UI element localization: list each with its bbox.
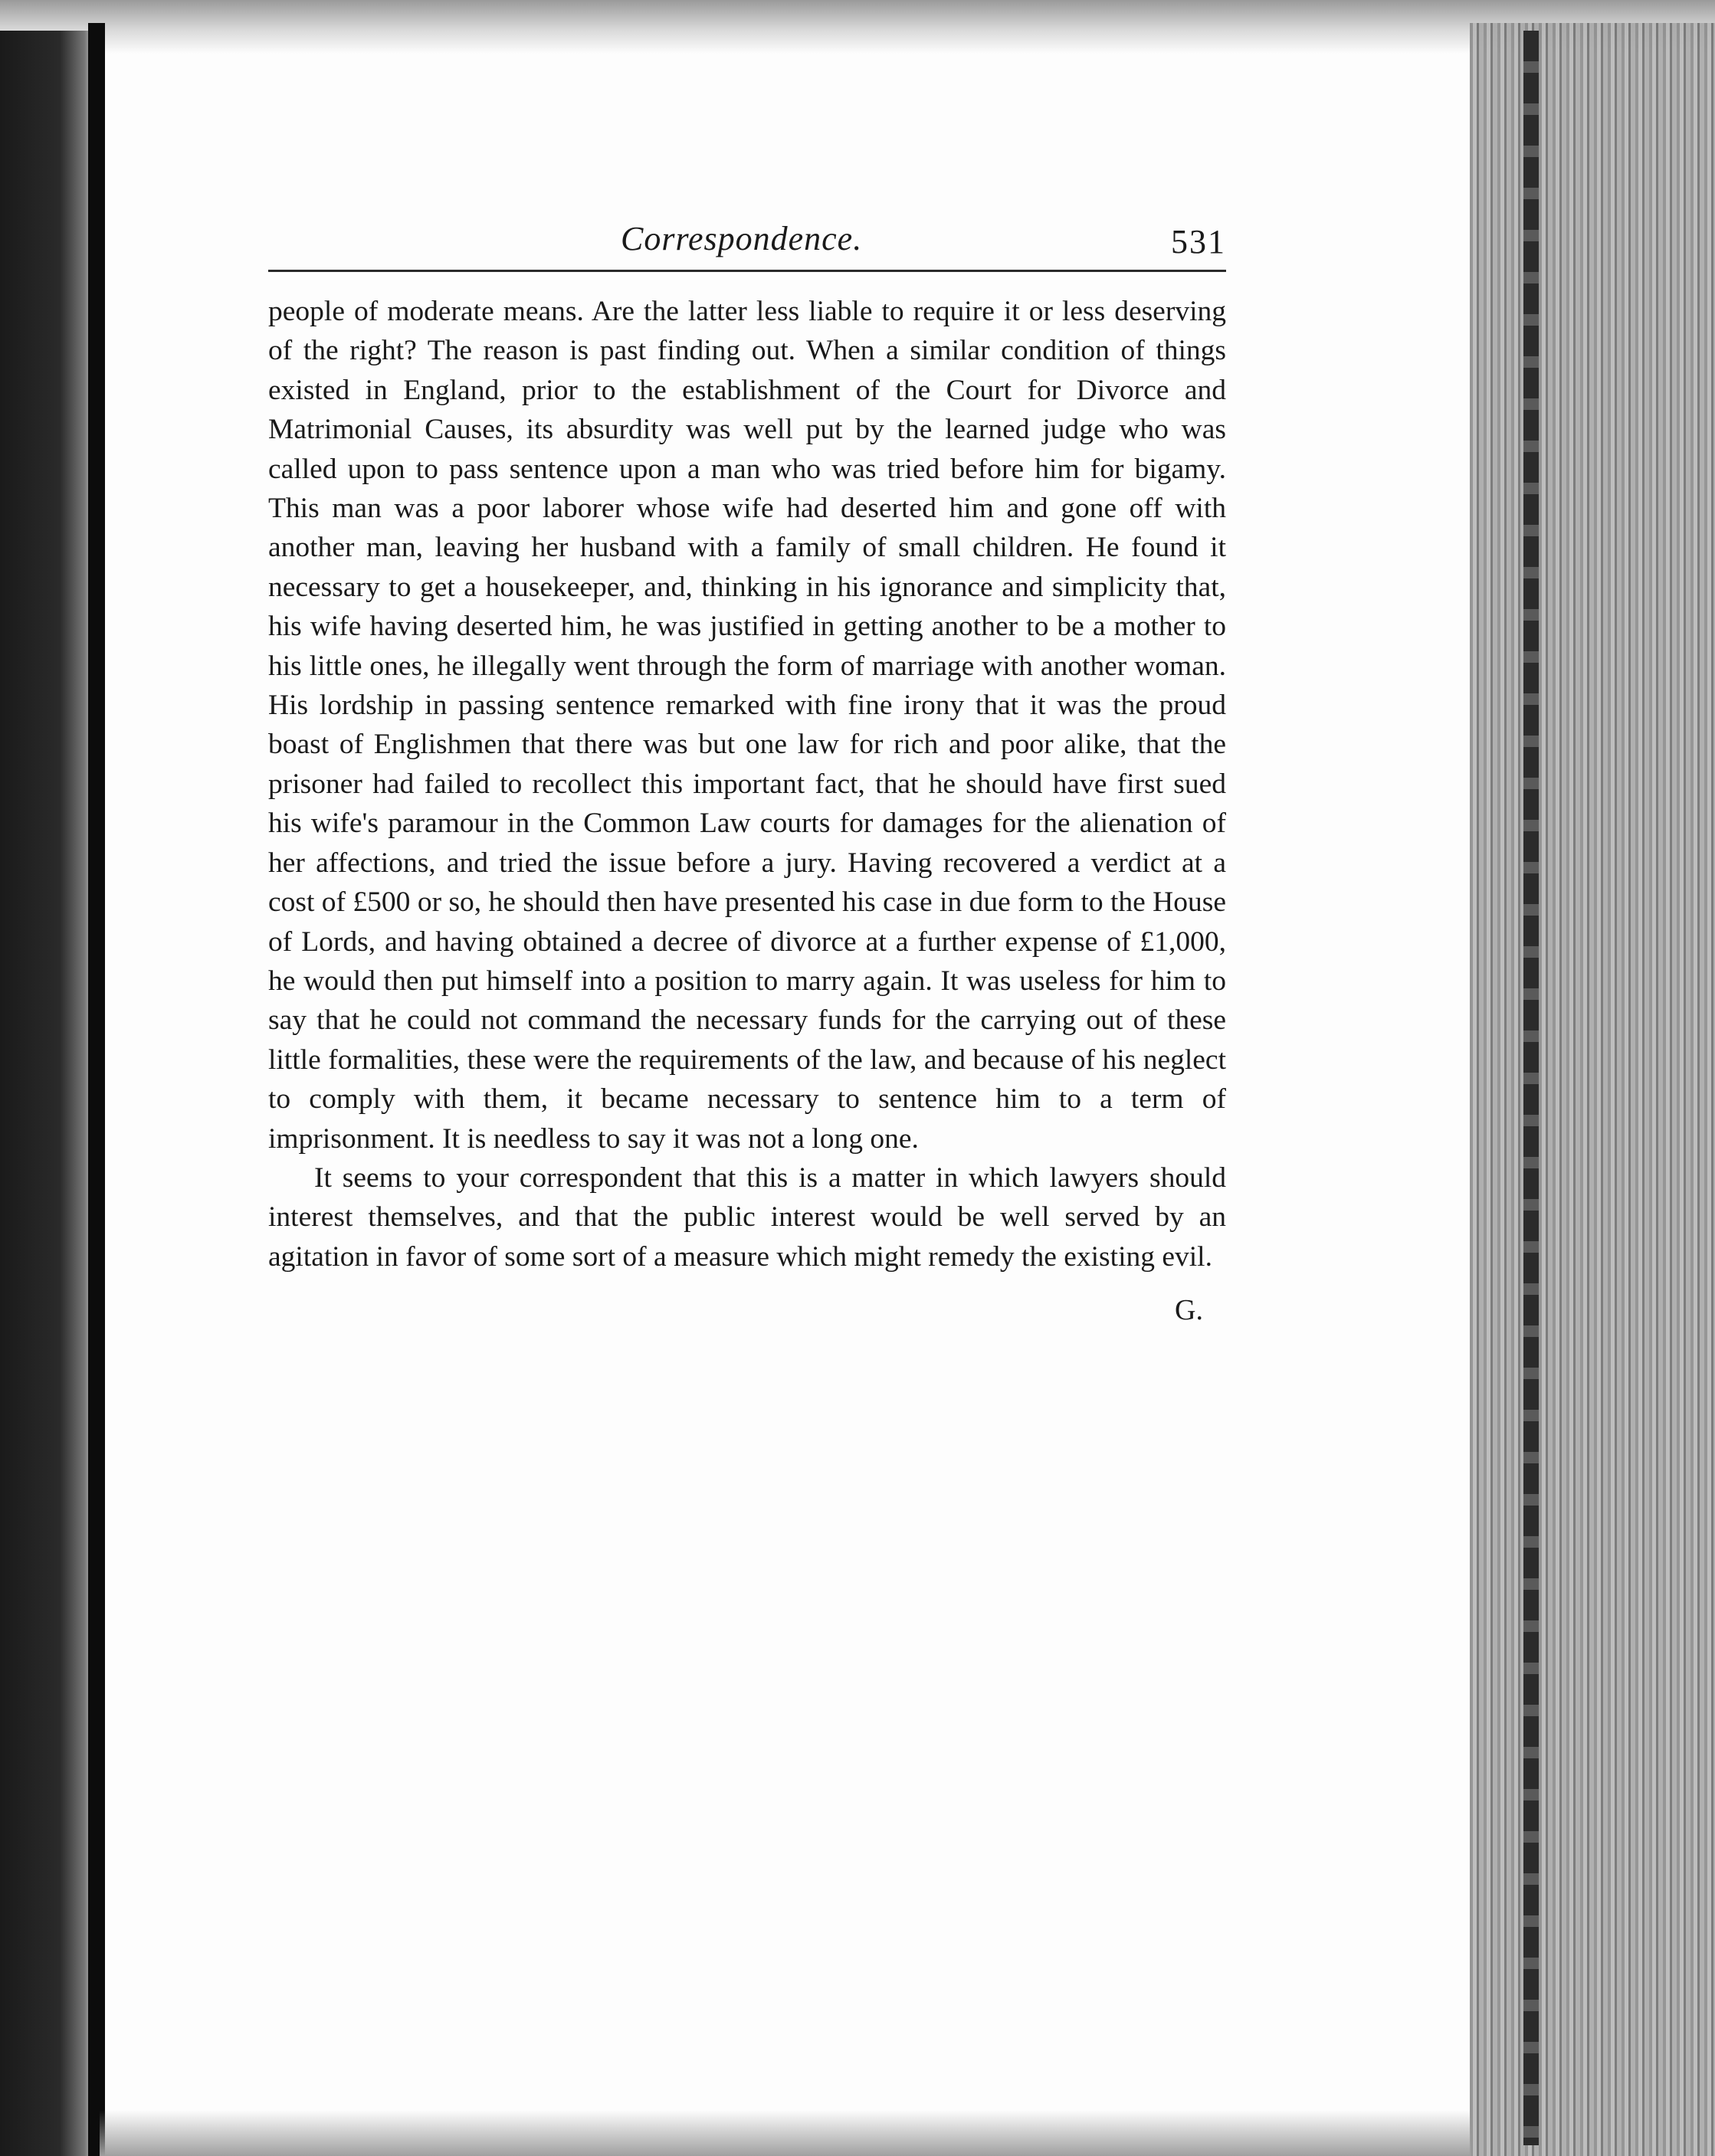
signature: G. xyxy=(1175,1294,1203,1327)
paragraph: It seems to your correspondent that this is a matter in which lawyers should interest themselves, and that the public interest would be well served by an agitation in favor of some sort of a measure which might remedy the existing evil. xyxy=(268,1162,1226,1273)
scan-top-shadow xyxy=(0,0,1715,54)
running-head xyxy=(268,215,1226,268)
binding-edge-line xyxy=(88,23,105,2156)
binding-edge-left xyxy=(0,31,100,2156)
page-edge-right xyxy=(1470,23,1715,2156)
page-content xyxy=(268,215,1226,1327)
page-number: 531 xyxy=(1171,223,1226,260)
running-title: Correspondence. xyxy=(621,220,863,257)
header-rule xyxy=(268,270,1226,272)
scan-bottom-shadow xyxy=(100,2110,1471,2156)
body-text xyxy=(268,292,1226,1276)
paragraph: people of moderate means. Are the latter less liable to require it or less deserving of the right? The reason is past finding out. When a similar condition of things existed in England, prior to the establishment of the Court for Divorce and Matrimonial Causes, its absurdity was well put by the learned judge who was called upon to pass sentence upon a man who was tried before him for bigamy. This man was a poor laborer whose wife had deserted him and gone off with another man, leaving her husband with a family of small children. He found it necessary to get a housekeeper, and, thinking in his ignorance and simplicity that, his wife having deserted him, he was justified in getting another to be a mother to his little ones, he illegally went through the form of marriage with another woman. His lordship in passing sentence remarked with fine irony that it was the proud boast of Englishmen that there was but one law for rich and poor alike, that the prisoner had failed to recollect this important fact, that he should have first sued his wife's paramour in the Common Law courts for damages for the alienation of her affections, and tried the issue before a jury. Having recovered a verdict at a cost of £500 or so, he should then have presented his case in due form to the House of Lords, and having obtained a decree of divorce at a further expense of £1,000, he would then put himself into a position to marry again. It was useless for him to say that he could not command the necessary funds for the carrying out of these little formalities, these were the requirements of the law, and because of his neglect to comply with them, it became necessary to sentence him to a term of imprisonment. It is needless to say it was not a long one. xyxy=(268,296,1226,1155)
page-edge-right-line xyxy=(1523,31,1539,2145)
